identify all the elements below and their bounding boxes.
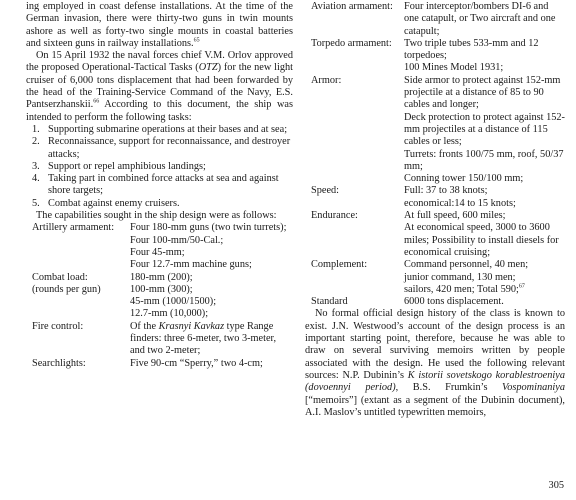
- list-item: 3. Support or repel amphibious landings;: [32, 160, 206, 172]
- spec-value: Full: 37 to 38 knots; economical:14 to 15 knots;: [404, 185, 516, 209]
- list-item: 5. Combat against enemy cruisers.: [32, 197, 180, 209]
- spec-label: Torpedo armament:: [311, 37, 392, 49]
- spec-label: Complement:: [311, 259, 368, 271]
- spec-row-standard: [305, 296, 565, 308]
- spec-value: 6000 tons displacement.: [404, 296, 504, 308]
- spec-row-torpedo: [305, 38, 565, 75]
- footnote-ref-67[interactable]: 67: [518, 283, 525, 290]
- spec-row-complement: [305, 259, 565, 296]
- spec-row-searchlights: [26, 358, 293, 370]
- design-history-paragraph: No formal official design history of the class is known to exist. J.N. Westwood’s account of the design process is an important starting point, therefore, because he was able to draw on several surviving memoirs written by people associated with the design. He used the following relevant sources: N.P. Dubinin’s K istorii sovetskogo korablestroeniya (dovoennyi period), B.S. Frumkin’s Vospominaniya [“memoirs”] (extant as a segment of the Dubinin document), A.I. Maslov’s untitled typewritten memoirs,: [305, 308, 565, 418]
- list-item: 2. Reconnaissance, support for reconnaissance, and destroyer attacks;: [32, 136, 291, 160]
- right-column: [305, 1, 565, 419]
- spec-value: Side armor to protect against 152-mm projectile at a distance of 85 to 90 cables and longer; Deck protection to protect against 152-mm projectiles at a distance of 115 cables or less; Turrets: fronts 100/75 mm, roof, 50/37 mm; Conning tower 150/100 mm;: [404, 74, 565, 185]
- spec-label: Searchlights:: [32, 357, 86, 369]
- right-spec-table: [305, 1, 565, 308]
- spec-value: Four interceptor/bombers DI-6 and one catapult, or Two aircraft and one catapult;: [404, 1, 556, 37]
- spec-row-aviation: [305, 1, 565, 38]
- page-number: 305: [548, 480, 564, 491]
- spec-label: Fire control:: [32, 320, 84, 332]
- spec-value: Two triple tubes 533-mm and 12 torpedoes; 100 Mines Model 1931;: [404, 37, 539, 74]
- spec-row-fire-control: [26, 321, 293, 358]
- spec-value: Five 90-cm “Sperry,” two 4-cm;: [130, 357, 263, 369]
- spec-label: Armor:: [311, 74, 342, 86]
- spec-row-armor: [305, 75, 565, 186]
- spec-row-combat-load: [26, 272, 293, 321]
- coast-defense-paragraph: ing employed in coast defense installations. At the time of the German invasion, there were thirty-two guns in twin mounts ashore as well as forty-two single mounts in coastal batteries and sixteen guns in railway installations.$^{65}$: [26, 1, 293, 49]
- spec-value: At full speed, 600 miles; At economical speed, 3000 to 3600 miles; Possibility to install diesels for economical cruising;: [404, 210, 559, 258]
- list-item: 4. Taking part in combined force attacks at sea and against shore targets;: [32, 173, 279, 197]
- spec-label: Speed:: [311, 185, 340, 197]
- left-column: [26, 1, 293, 370]
- footnote-ref-66[interactable]: 66: [93, 98, 100, 105]
- spec-row-speed: [305, 185, 565, 210]
- spec-label: Standard: [311, 296, 348, 308]
- spec-value: 180-mm (200); 100-mm (300); 45-mm (1000/1500); 12.7-mm (10,000);: [130, 271, 217, 320]
- spec-value: Command personnel, 40 men; junior command, 130 men; sailors, 420 men; Total 590;$^{67}$: [404, 259, 529, 295]
- orlov-paragraph: On 15 April 1932 the naval forces chief V.M. Orlov approved the proposed Operational-Tactical Tasks (OTZ) for the new light cruiser of 6,000 tons displacement that had been forwarded by the head of the Training-Service Command of the Navy, E.S. Pantserzhanskii.$^{66}$ According to this document, the ship was intended to perform the following tasks:: [26, 50, 293, 123]
- spec-label: Aviation armament:: [311, 1, 393, 12]
- capabilities-intro: The capabilities sought in the ship design were as follows:: [36, 210, 277, 222]
- tasks-list: [26, 124, 293, 210]
- left-spec-table: [26, 222, 293, 370]
- spec-value: Of the Krasnyi Kavkaz type Range finders: three 6-meter, two 3-meter, and two 2-meter;: [130, 320, 277, 357]
- spec-value: Four 180-mm guns (two twin turrets); Four 100-mm/50-Cal.; Four 45-mm; Four 12.7-mm machine guns;: [130, 222, 287, 271]
- spec-label: Endurance:: [311, 210, 358, 222]
- spec-row-artillery: [26, 222, 293, 271]
- spec-label: Artillery armament:: [32, 222, 115, 234]
- spec-label: Combat load: (rounds per gun): [32, 271, 101, 295]
- spec-row-endurance: [305, 210, 565, 259]
- list-item: 1. Supporting submarine operations at their bases and at sea;: [32, 123, 288, 135]
- footnote-ref-65[interactable]: 65: [193, 37, 200, 44]
